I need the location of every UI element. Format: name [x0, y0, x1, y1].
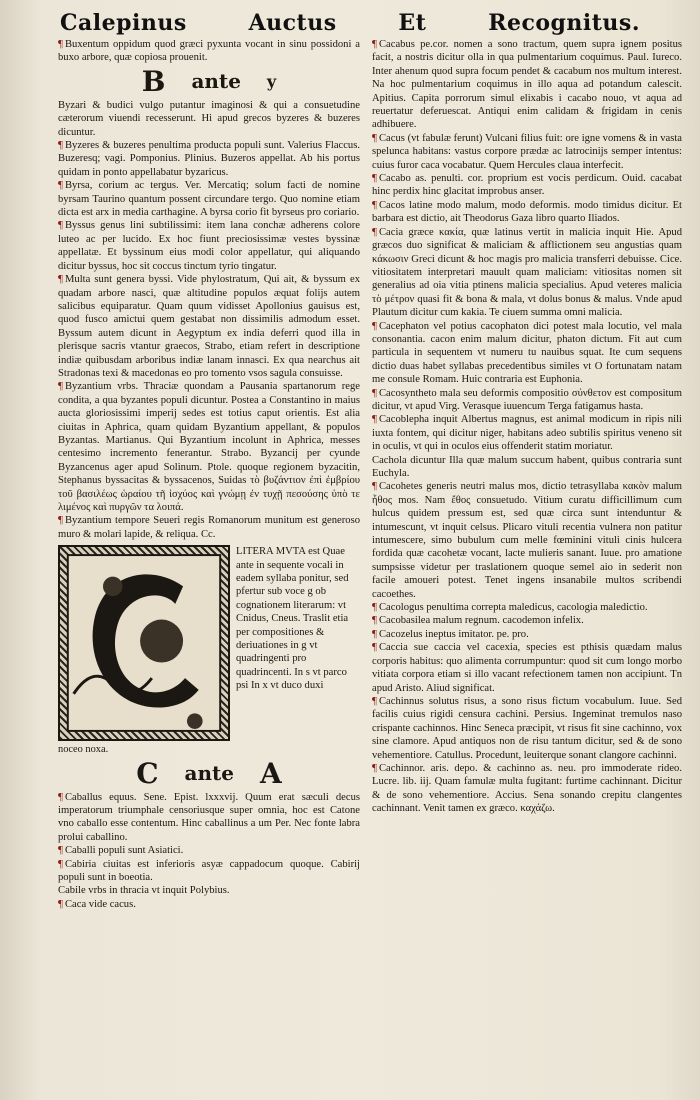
- pilcrow-icon: ¶: [58, 179, 63, 192]
- entry: ¶ Caccia sue caccia vel cacexia, species est pthisis quædam malus corporis habitus: quo alimenta corrumpuntur: quod sit cum longo morbo vitiata corpora etiam si illo vacant refectionem tamen non accipiunt. Tn apud Aristo. Aliud significat.: [372, 641, 682, 694]
- entry: ¶ Byzeres & buzeres penultima producta populi sunt. Valerius Flaccus. Buzeresq; vagi. Pomponius. Plinius. Buzeros appellat. Ab his portus quidam in ponto appellabatur byzaricus.: [58, 139, 360, 178]
- section-word: ante: [191, 69, 241, 94]
- left-column: [58, 38, 360, 911]
- entry: ¶ Cacabo as. penulti. cor. proprium est vocis perdicum. Ouid. cacabat hinc perdix hinc glacitat improbus anser.: [372, 172, 682, 198]
- entry: ¶ Byzantium vrbs. Thraciæ quondam a Pausania spartanorum rege condita, a qua byzantes populi dicuntur. Postea a Constantino in maius aucta gloriosissimi imperij sedes est totius caput orientis. Est alia ciuitas in Aphrica, quam quidam Byzantium appellant, & populos Byzantas. Martianus. Qui Byzantium incolunt in Aphrica, messes centesimo incremento fenerantur. Strabo. Byzancij per cyunde Byzancenus ager apud Solinum. Ptole. quoque regionem byzacitin, Stephanus byssacitas & byssacenos, Suidas τὸ βυζάντιον ἐπὶ ἐμβρίου τοῦ βασιλέως ὡραίου τῆ ἰσχύος καὶ γνώμῃ ἐν τυχῇ πεσούσης ὑπὸ τε λιμένος καὶ πυργῶν τα λοιπά.: [58, 380, 360, 513]
- entry: Cabile vrbs in thracia vt inquit Polybius.: [58, 885, 230, 897]
- section-heading-b: [58, 67, 360, 97]
- pilcrow-icon: ¶: [58, 219, 63, 232]
- pilcrow-icon: ¶: [58, 139, 63, 152]
- running-head-middle: Auctus: [248, 10, 337, 36]
- entry-top: ¶ Buxentum oppidum quod græci pyxunta vocant in sinu possidoni a buxo arbore, quæ copiosa prouenit.: [58, 38, 360, 64]
- entry: ¶ Cacobasilea malum regnum. cacodemon infelix.: [372, 614, 584, 627]
- pilcrow-icon: ¶: [372, 131, 377, 144]
- entry: ¶ Byzantium tempore Seueri regis Romanorum munitum est generoso muro & molari lapide, & reliqua. Cc.: [58, 514, 360, 540]
- section-letter2: y: [266, 72, 277, 92]
- pilcrow-icon: ¶: [372, 614, 377, 627]
- woodcut-initial-icon: [60, 547, 228, 739]
- pilcrow-icon: ¶: [58, 790, 63, 803]
- entry: ¶ Cacephaton vel potius cacophaton dici potest mala locutio, vel mala consonantia. cacon enim malum dicitur, phaton dictum. Fit aut cum particula in sequentem vt numeru tu nauibus squat. Ite cum sequens dictio duas habet syllabas precedentibus similes vt O fortunatam natam me consule Romam. Huic contraria est Euphonia.: [372, 319, 682, 386]
- pilcrow-icon: ¶: [372, 172, 377, 185]
- section-heading-c: [58, 756, 360, 790]
- section-letter2: A: [260, 756, 282, 790]
- entry: ¶ Byssus genus lini subtilissimi: item lana conchæ adherens colore luteo ac per lucido. Ex hoc fiunt preciosissimæ vestes byssinæ appellatæ. Et byssinum eius modi color appellatur, qui aliquando dicitur byssus, hoc sit coccus tinctum tyrio tingatur.: [58, 219, 360, 272]
- pilcrow-icon: ¶: [58, 273, 63, 286]
- entry: Byzari & budici vulgo putantur imaginosi & qui a consuetudine cæterorum viuendi recesserunt. Hi apud grecos byzeres & buzeres dicuntur.: [58, 99, 360, 138]
- pilcrow-icon: ¶: [58, 38, 63, 50]
- pilcrow-icon: ¶: [372, 413, 377, 426]
- pilcrow-icon: ¶: [372, 601, 377, 614]
- entry: ¶ Cacohetes generis neutri malus mos, dictio tetrasyllaba κακὸν malum ἦθος mos. Nam ἔθος consuetudo. Vitium curatu difficillimum cum hulcus quidem pressum est, sed quæ circa sunt intenduntur & intumescunt, vt inquit celsus. Plicaro vituli recentia vulnera non patitur intumescere, simo bubulum cum melle fœminini vituli cinis hulcera fordida quæ cacohetæ vocant, lacte mulieris sanant. Iuue. pro amatione sumpsisse videtur per traslationem quoque semel aio in sederit non facile amoueri potest. Tenet ingens insanabile multos scribendi cacoethes.: [372, 480, 682, 600]
- pilcrow-icon: ¶: [58, 844, 63, 857]
- entry: ¶ Cacologus penultima correpta maledicus, cacologia maledictio.: [372, 601, 648, 614]
- decorated-initial-c: [58, 545, 230, 741]
- section-letter: C: [136, 756, 159, 790]
- entry: ¶ Cacozelus ineptus imitator. pe. pro.: [372, 627, 529, 640]
- entry: ¶ Cacos latine modo malum, modo deformis. modo timidus dicitur. Et barbara est dictio, ait Theodorus Gaza libro quarto Iliados.: [372, 198, 682, 225]
- pilcrow-icon: ¶: [58, 897, 63, 910]
- entry: ¶ Cacosyntheto mala seu deformis compositio σύνθετον est compositum dicitur, vt apud Virg. Verasque iuuencum Terga fatigamus hasta.: [372, 386, 682, 412]
- initial-text: LITERA MVTA est Quae ante in sequente vocali in eadem syllaba ponitur, sed pfertur sub voce g ob cognationem literarum: vt Cnidus, Cneus. Traslit etia per compositiones & deriuationes in g vt quadringenti pro quadrincenti. In s vt parco psi In x vt duco duxi: [236, 546, 349, 692]
- initial-block: [58, 545, 360, 741]
- pilcrow-icon: ¶: [372, 386, 377, 399]
- right-column: [372, 38, 682, 816]
- entry: ¶ Cachinnor. aris. depo. & cachinno as. neu. pro immoderate rideo. Lucre. lib. iij. Quam famulæ multa fugitant: furtime cachinnant. Dicitur & de sono vehementiore. Accius. Sena sonando crepitu clangentes cachinnant. Venit tamen ex græco. καχάζω.: [372, 761, 682, 815]
- running-head-left: Calepinus: [60, 10, 187, 36]
- pilcrow-icon: ¶: [372, 641, 377, 654]
- pilcrow-icon: ¶: [372, 198, 377, 211]
- pilcrow-icon: ¶: [372, 627, 377, 640]
- entry: ¶ Byrsa, corium ac tergus. Ver. Mercatiq; solum facti de nomine byrsam Taurino quantum possent circundare tergo. Quo nomine etiam dicta est arx in media carthagine. A byrsa corio fit byrseus pro coriario.: [58, 179, 360, 219]
- pilcrow-icon: ¶: [372, 319, 377, 332]
- entry: ¶ Caca vide cacus.: [58, 897, 136, 910]
- entry: ¶ Multa sunt genera byssi. Vide phylostratum, Qui ait, & byssum ex quadam arbore nasci, quæ altitudine populos æquat folijs autem salicibus equiparatur. Quam quum vidisset Apollonius gauisus est, quod fusco amictui quem gestabat non dissimilis admodum esset. Byssum autem dicunt in Aegyptum ex india deferri quod illa in plerisque sacris vtantur graecos, Strabo, etiam refert in descriptione indiæ quibusdam arboribus indiæ lanam innasci. Ex qua nearchus ait Stradonas texi & macedonas eo pro tomento vsos sagula consuisse.: [58, 273, 360, 379]
- pilcrow-icon: ¶: [372, 761, 377, 774]
- pilcrow-icon: ¶: [58, 380, 63, 393]
- section-letter: B: [141, 65, 166, 99]
- entry: ¶ Cabiria ciuitas est inferioris asyæ cappadocum quoque. Cabirij populi sunt in boeotia.: [58, 857, 360, 884]
- pilcrow-icon: ¶: [372, 480, 377, 493]
- running-head: [60, 6, 640, 40]
- entry: ¶ Caballi populi sunt Asiatici.: [58, 844, 184, 857]
- entry: ¶ Cacabus pe.cor. nomen a sono tractum, quem supra ignem positus facit, a nostris dicitur olla in qua pulmentarium coquimus. Paul. Iureco. Inter ahenum quod supra focum pendet & cacabum nos multum interest. Na hoc pulmentarium coquimus in illo aqua ad potandum calescit. Apitius. Capita porrorum simul elixabis i cacabo nouo, vt aqua ad reuertatur deferuescat. Antiqui enim calidam & frigidam in cenis adhibuere.: [372, 38, 682, 131]
- entry: ¶ Cacus (vt fabulæ ferunt) Vulcani filius fuit: ore igne vomens & in vasta spelunca habitans: vastus corpore prædæ ac latrocinijs semper intentus: cuius furor caca vocabatur. Quem Hercules claua interfecit.: [372, 131, 682, 171]
- pilcrow-icon: ¶: [58, 514, 63, 527]
- pilcrow-icon: ¶: [372, 38, 377, 50]
- pilcrow-icon: ¶: [372, 694, 377, 707]
- running-head-right: Recognitus.: [488, 10, 640, 36]
- pilcrow-icon: ¶: [58, 857, 63, 870]
- entry: ¶ Cacia græce κακία, quæ latinus vertit in malicia inquit Hie. Apud græcos duo significat & maliciam & afflictionem seu angustias quam κάκωσιν Greci dicunt & hoc magis pro malicia transferri debuisse. Cice. vitiositatem interpretari mauult quam maliciam: vitiositas nomen sit generalius ad oia vitia ptinens malicia specialius. Apud veteres malicia τὸ μέτρον quasi fit & bona & mala, vt dolus bonus & malus. Vnde apud Plautum dicitur cum kakia. Te ciuem summa omni malicia.: [372, 225, 682, 319]
- entry: ¶ Cacoblepha inquit Albertus magnus, est animal modicum in ripis nili iuxta fontem, qui dicitur niger, habitans adeo subtilis spiritus veneno sit in oculis, vt qui in oculos eius offenderit statim moriatur.: [372, 413, 682, 453]
- initial-caption: noceo noxa.: [58, 744, 109, 756]
- entry: ¶ Caballus equus. Sene. Epist. lxxxvij. Quum erat sæculi decus imperatorum triumphale censoriusque super omnia, hoc est Catone vno caballo esse contentum. Hinc caballinus a um Per. Nec fonte labra prolui caballino.: [58, 790, 360, 843]
- running-head-middle2: Et: [398, 10, 427, 36]
- pilcrow-icon: ¶: [372, 225, 377, 238]
- entry: Cachola dicuntur Illa quæ malum succum habent, quibus contraria sunt Euchyla.: [372, 454, 682, 479]
- section-word: ante: [184, 760, 235, 785]
- entry: ¶ Cachinnus solutus risus, a sono risus fictum vocabulum. Iuue. Sed facilis cuius rigidi censura cachini. Persius. Ingeminat tremulos naso crispante cachinnos. Hinc Seneca præcipit, vt risus fit sine cachinno, vox sine clamore. Apud antiquos non de risu tantum dicitur, sed & de sono vehementiore. Catullus. Procedunt, leuiterque sonant clangore cachinni.: [372, 694, 682, 761]
